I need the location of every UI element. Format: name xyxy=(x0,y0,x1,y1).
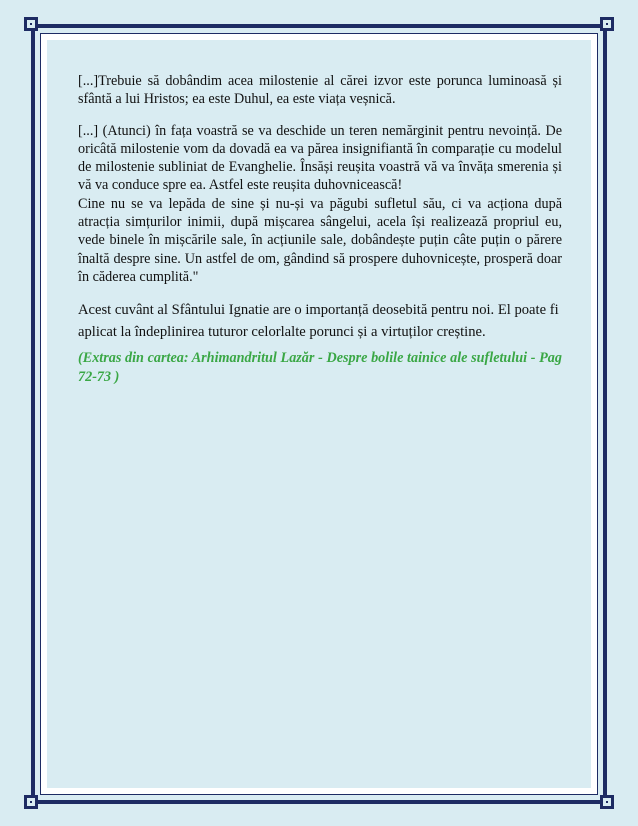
corner-ornament-top-left xyxy=(24,17,38,31)
paragraph-1: [...]Trebuie să dobândim acea milostenie al cărei izvor este porunca luminoasă și sfântă a lui Hristos; ea este Duhul, ea este viața veșnică. xyxy=(78,73,562,108)
document-body xyxy=(78,72,562,386)
corner-ornament-top-right xyxy=(600,17,614,31)
source-note: (Extras din cartea: Arhimandritul Lazăr - Despre bolile tainice ale sufletului - Pag 72-73 ) xyxy=(78,350,562,385)
paragraph-2: [...] (Atunci) în fața voastră se va deschide un teren nemărginit pentru nevoință. De oricâtă milostenie vom da dovadă ea va părea insignifiantă în comparație cu modelul de milostenie subliniat de Evanghelie. Însăși reușita voastră vă va învăța smerenia și vă va conduce spre ea. Astfel este reușita duhovnicească! xyxy=(78,122,562,194)
paragraph-3: Cine nu se va lepăda de sine și nu-și va păgubi sufletul său, ci va acționa după atracția simțurilor inimii, după mișcarea sângelui, acela își realizează propriul eu, vede binele în mișcările sale, în acțiunile sale, dobândește puțin câte puțin o părere înaltă despre sine. Un astfel de om, gândind să prospere duhovnicește, prosperă doar în căderea cumplită." xyxy=(78,195,562,285)
corner-ornament-bottom-right xyxy=(600,795,614,809)
corner-ornament-bottom-left xyxy=(24,795,38,809)
paragraph-4: Acest cuvânt al Sfântului Ignatie are o importanță deosebită pentru noi. El poate fi aplicat la îndeplinirea tuturor celorlalte porunci și a virtuților creștine. xyxy=(78,302,559,341)
